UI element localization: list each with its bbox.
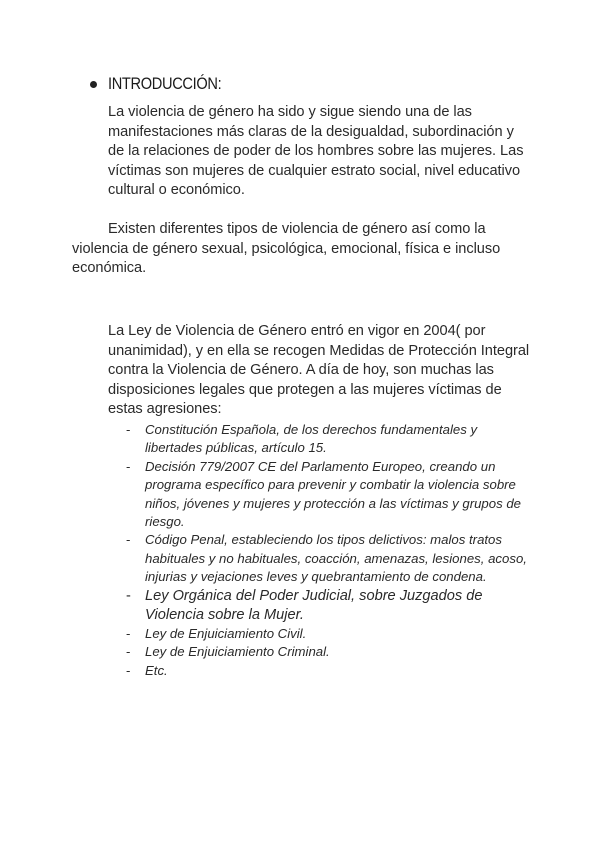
section-heading: INTRODUCCIÓN: (108, 74, 222, 93)
law-list-item: - Ley Orgánica del Poder Judicial, sobre Juzgados de Violencia sobre la Mujer. (126, 587, 536, 625)
law-list-item: - Ley de Enjuiciamiento Civil. (126, 625, 536, 643)
law-list-item: - Decisión 779/2007 CE del Parlamento Europeo, creando un programa específico para prevenir y combatir la violencia sobre niños, jóvenes y mujeres y protección a las víctimas y grupos de riesgo. (126, 458, 536, 532)
law-list-item: - Ley de Enjuiciamiento Criminal. (126, 643, 536, 661)
types-paragraph: Existen diferentes tipos de violencia de género así como la violencia de género sexual, psicológica, emocional, física e incluso económica. (72, 221, 501, 277)
law-list-item: - Código Penal, estableciendo los tipos delictivos: malos tratos habituales y no habituales, coacción, amenazas, lesiones, acoso, injurias y vejaciones leves y quebrantamiento de condena. (126, 531, 536, 586)
bullet-icon (90, 81, 97, 88)
intro-paragraph: La violencia de género ha sido y sigue siendo una de las manifestaciones más claras de la desigualdad, subordinación y de la relaciones de poder de los hombres sobre las mujeres. Las víctimas son mujeres de cualquier estrato social, nivel educativo cultural o económico. (108, 104, 524, 199)
law-paragraph: La Ley de Violencia de Género entró en vigor en 2004( por unanimidad), y en ella se recogen Medidas de Protección Integral contra la Violencia de Género. A día de hoy, son muchas las disposiciones legales que protegen a las mujeres víctimas de estas agresiones: (108, 323, 530, 418)
law-list-item: - Etc. (126, 662, 536, 680)
law-list-item: - Constitución Española, de los derechos fundamentales y libertades públicas, artículo 15. (126, 421, 536, 458)
section-heading-row (90, 74, 240, 94)
law-list (126, 421, 536, 680)
